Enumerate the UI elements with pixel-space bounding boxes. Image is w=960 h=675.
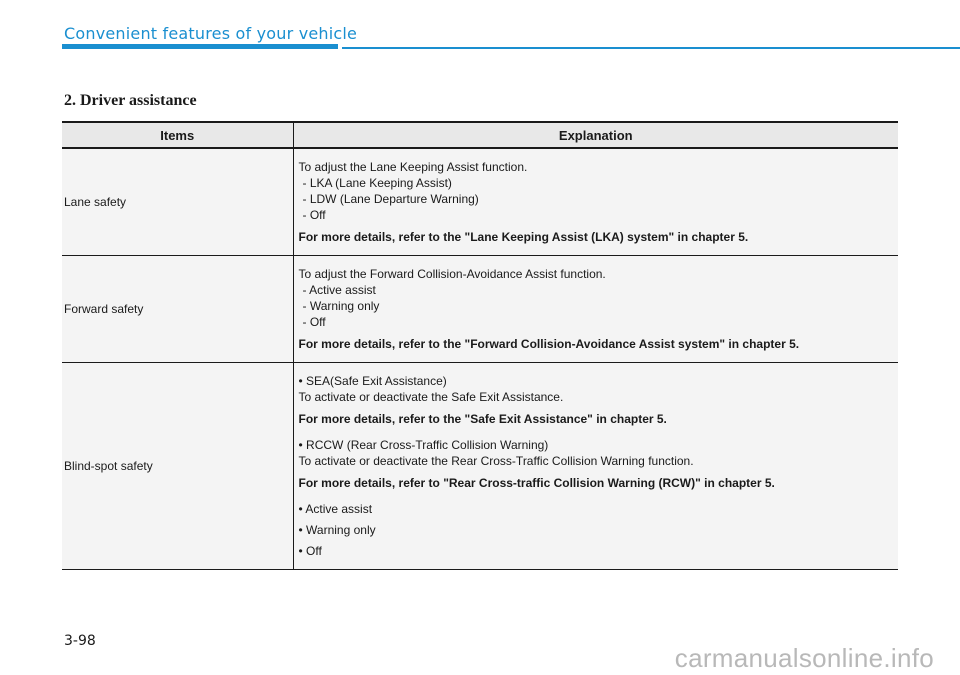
option-item: • Active assist bbox=[298, 502, 373, 516]
header-rule bbox=[342, 47, 960, 49]
option-item: - Off bbox=[302, 208, 326, 222]
item-label: Blind-spot safety bbox=[62, 363, 293, 570]
option-item: • Warning only bbox=[298, 523, 376, 537]
rccw-reference-note: For more details, refer to "Rear Cross-traffic Collision Warning (RCW)" in chapter 5. bbox=[298, 476, 775, 490]
reference-note: For more details, refer to the "Forward Collision-Avoidance Assist system" in chapter 5. bbox=[298, 337, 800, 351]
explanation-cell bbox=[293, 148, 898, 256]
sea-reference-note: For more details, refer to the "Safe Exit Assistance" in chapter 5. bbox=[298, 412, 667, 426]
option-item: • Off bbox=[298, 544, 322, 558]
rccw-title: • RCCW (Rear Cross-Traffic Collision Warning) bbox=[298, 438, 549, 452]
explanation-cell bbox=[293, 363, 898, 570]
explanation-cell bbox=[293, 256, 898, 363]
watermark: carmanualsonline.info bbox=[674, 643, 934, 673]
table-header-row bbox=[62, 122, 898, 148]
driver-assistance-table bbox=[62, 121, 898, 570]
sea-title: • SEA(Safe Exit Assistance) bbox=[298, 374, 447, 388]
explanation-intro: To adjust the Forward Collision-Avoidance Assist function. bbox=[298, 267, 606, 281]
rccw-description: To activate or deactivate the Rear Cross-Traffic Collision Warning function. bbox=[298, 454, 694, 468]
header-accent-bar bbox=[62, 44, 338, 49]
column-header-explanation: Explanation bbox=[293, 122, 898, 148]
option-item: - Warning only bbox=[302, 299, 380, 313]
chapter-header-title: Convenient features of your vehicle bbox=[64, 24, 358, 43]
page-number: 3-98 bbox=[64, 633, 96, 649]
option-item: - Off bbox=[302, 315, 326, 329]
item-label: Forward safety bbox=[62, 256, 293, 363]
reference-note: For more details, refer to the "Lane Keeping Assist (LKA) system" in chapter 5. bbox=[298, 230, 749, 244]
column-header-items: Items bbox=[62, 122, 293, 148]
option-item: - LDW (Lane Departure Warning) bbox=[302, 192, 479, 206]
option-item: - Active assist bbox=[302, 283, 376, 297]
table-row-forward-safety bbox=[62, 256, 898, 363]
sea-description: To activate or deactivate the Safe Exit Assistance. bbox=[298, 390, 564, 404]
item-label: Lane safety bbox=[62, 148, 293, 256]
table-row-lane-safety bbox=[62, 148, 898, 256]
section-title: 2. Driver assistance bbox=[64, 92, 197, 109]
explanation-intro: To adjust the Lane Keeping Assist function. bbox=[298, 160, 528, 174]
option-item: - LKA (Lane Keeping Assist) bbox=[302, 176, 452, 190]
table-row-blind-spot-safety bbox=[62, 363, 898, 570]
